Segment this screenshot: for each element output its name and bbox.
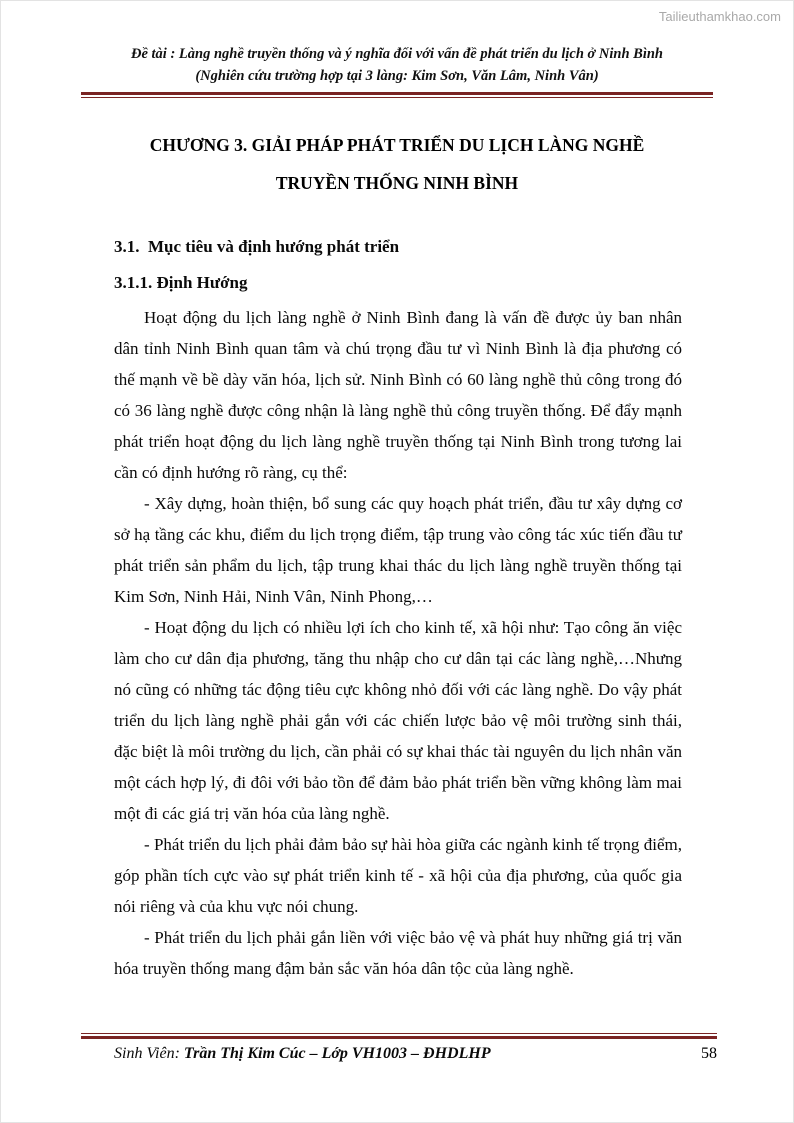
body-paragraph-1: Hoạt động du lịch làng nghề ở Ninh Bình đang là vấn đề được ủy ban nhân dân tỉnh Ninh Bình quan tâm và chú trọng đầu tư vì Ninh Bình là địa phương có thế mạnh về bề dày văn hóa, lịch sử. Ninh Bình có 60 làng nghề thủ công trong đó có 36 làng nghề được công nhận là làng nghề thủ công truyền thống. Để đẩy mạnh phát triển hoạt động du lịch làng nghề truyền thống tại Ninh Bình trong tương lai cần có định hướng rõ ràng, cụ thể:: [114, 308, 682, 482]
body-paragraph-3: - Hoạt động du lịch có nhiều lợi ích cho kinh tế, xã hội như: Tạo công ăn việc làm cho cư dân địa phương, tăng thu nhập cho cư dân tại các làng nghề,…Nhưng nó cũng có những tác động tiêu cực không nhỏ đối với các làng nghề. Do vậy phát triển du lịch làng nghề phải gắn với các chiến lược bảo vệ môi trường sinh thái, đặc biệt là môi trường du lịch, cần phải có sự khai thác tài nguyên du lịch nhân văn một cách hợp lý, đi đôi với bảo tồn để đảm bảo phát triển bền vững không làm mai một đi các giá trị văn hóa của làng nghề.: [114, 618, 682, 823]
section-heading-3-1: 3.1. Mục tiêu và định hướng phát triển: [114, 237, 400, 256]
footer-author: [114, 1045, 491, 1063]
document-body: [114, 232, 682, 984]
chapter-title: [101, 126, 693, 202]
header-title-line1: Đề tài : Làng nghề truyền thống và ý nghĩa đối với vấn đề phát triển du lịch ở Ninh Bình: [131, 46, 663, 62]
page-footer: [1, 1033, 793, 1063]
watermark-text: Tailieuthamkhao.com: [658, 9, 781, 24]
footer-author-label: Sinh Viên:: [114, 1045, 184, 1062]
page-header: [79, 1, 715, 87]
section-heading-3-1-1: 3.1.1. Định Hướng: [114, 273, 248, 292]
body-paragraph-2: - Xây dựng, hoàn thiện, bổ sung các quy hoạch phát triển, đầu tư xây dựng cơ sở hạ tầng các khu, điểm du lịch trọng điểm, tập trung vào công tác xúc tiến đầu tư phát triển sản phẩm du lịch, tập trung khai thác du lịch làng nghề truyền thống tại Kim Sơn, Ninh Hải, Ninh Vân, Ninh Phong,…: [114, 494, 682, 606]
chapter-title-line1: CHƯƠNG 3. GIẢI PHÁP PHÁT TRIỂN DU LỊCH LÀNG NGHỀ: [149, 135, 645, 155]
page-number: 58: [701, 1045, 717, 1062]
chapter-title-line2: TRUYỀN THỐNG NINH BÌNH: [275, 173, 519, 193]
footer-divider: [81, 1033, 717, 1039]
body-paragraph-5: - Phát triển du lịch phải gắn liền với việc bảo vệ và phát huy những giá trị văn hóa truyền thống mang đậm bản sắc văn hóa dân tộc của làng nghề.: [114, 928, 682, 978]
header-divider: [81, 92, 713, 98]
footer-row: [114, 1045, 717, 1063]
header-title-line2: (Nghiên cứu trường hợp tại 3 làng: Kim Sơn, Văn Lâm, Ninh Vân): [195, 68, 599, 84]
footer-author-name: Trần Thị Kim Cúc – Lớp VH1003 – ĐHDLHP: [183, 1045, 491, 1062]
body-paragraph-4: - Phát triển du lịch phải đảm bảo sự hài hòa giữa các ngành kinh tế trọng điểm, góp phần tích cực vào sự phát triển kinh tế - xã hội của địa phương, của quốc gia nói riêng và của khu vực nói chung.: [114, 835, 682, 916]
